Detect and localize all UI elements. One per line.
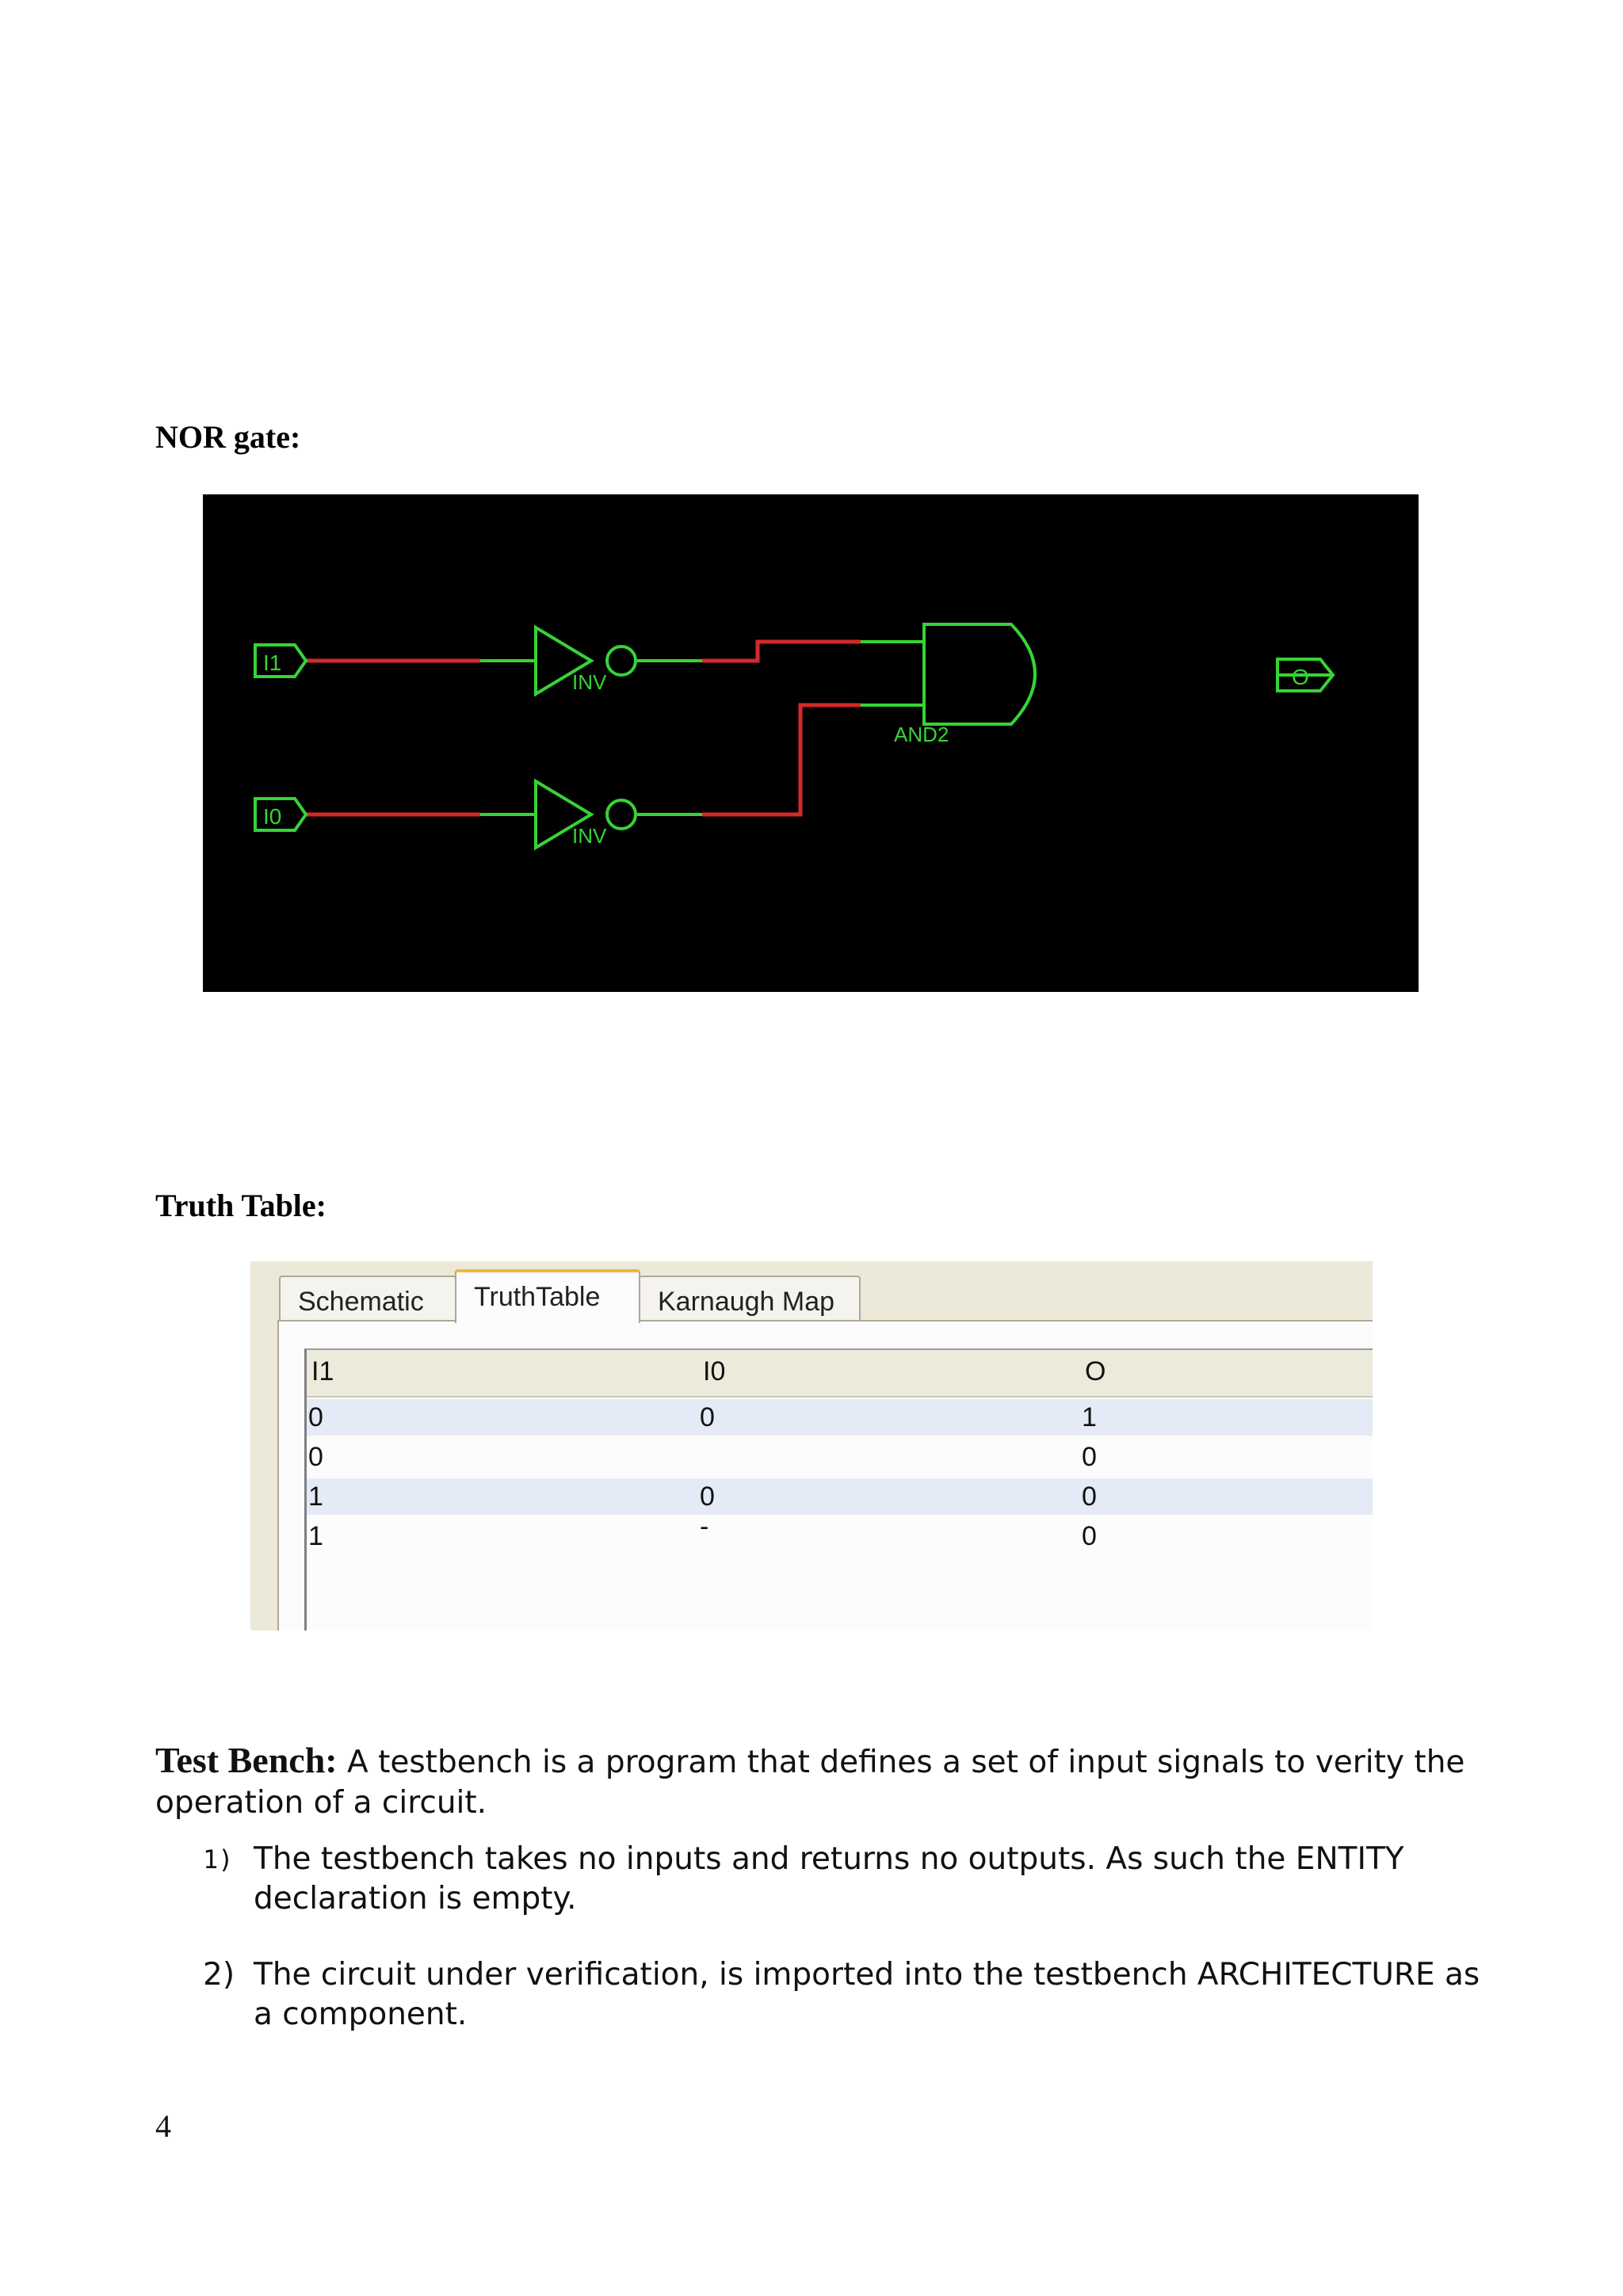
column-header-i0[interactable]: I0 [703, 1356, 726, 1386]
cell-o: 0 [1082, 1482, 1097, 1512]
nor-gate-heading: NOR gate: [155, 419, 301, 455]
port-label-i0: I0 [263, 804, 282, 829]
column-header-i1[interactable]: I1 [311, 1356, 334, 1386]
cell-o: 1 [1082, 1402, 1097, 1432]
port-label-i1: I1 [263, 650, 282, 675]
column-header-o[interactable]: O [1085, 1356, 1106, 1386]
cell-o: 0 [1082, 1521, 1097, 1551]
table-row[interactable] [307, 1439, 1373, 1475]
inv-top-label: INV [572, 670, 607, 694]
wire-inv1-and-red [702, 642, 861, 661]
truth-table-heading: Truth Table: [155, 1188, 327, 1223]
tab-schematic[interactable]: Schematic [279, 1276, 456, 1322]
cell-i1: 1 [308, 1521, 323, 1551]
table-row[interactable] [307, 1512, 1373, 1554]
and-gate-label: AND2 [894, 723, 949, 746]
inv-bottom-label: INV [572, 824, 607, 848]
cell-i0: 0 [700, 1482, 715, 1512]
list-item-number: 2) [203, 1957, 235, 1993]
test-bench-label: Test Bench: [155, 1740, 338, 1780]
truth-table-pane [277, 1320, 1373, 1630]
cell-i0: - [700, 1512, 709, 1542]
cell-i0: 0 [700, 1402, 715, 1432]
list-item-text: The circuit under verification, is imported into the testbench ARCHITECTURE as a component. [254, 1957, 1480, 2032]
cell-i1: 0 [308, 1442, 323, 1472]
port-label-o: O [1292, 665, 1309, 689]
tab-karnaugh-map[interactable]: Karnaugh Map [639, 1276, 861, 1322]
cell-o: 0 [1082, 1442, 1097, 1472]
cell-i1: 1 [308, 1482, 323, 1512]
and-gate-icon [924, 624, 1035, 724]
page-number: 4 [155, 2108, 171, 2144]
list-item-text: The testbench takes no inputs and returns no outputs. As such the ENTITY declaration is empty. [254, 1841, 1404, 1917]
tab-truth-table[interactable]: TruthTable [455, 1269, 640, 1323]
truth-table-window [250, 1261, 1373, 1630]
truth-table-grid [304, 1348, 1373, 1630]
table-row[interactable] [307, 1478, 1373, 1515]
cell-i1: 0 [308, 1402, 323, 1432]
test-bench-paragraph [155, 1740, 1471, 1823]
wire-inv2-and-red [702, 705, 861, 814]
test-bench-intro: A testbench is a program that defines a set of input signals to verity the operation of a circuit. [155, 1745, 1465, 1821]
table-header-row [307, 1350, 1373, 1398]
nor-schematic [203, 494, 1419, 992]
table-row[interactable] [307, 1399, 1373, 1436]
list-item-number: 1) [203, 1844, 234, 1875]
